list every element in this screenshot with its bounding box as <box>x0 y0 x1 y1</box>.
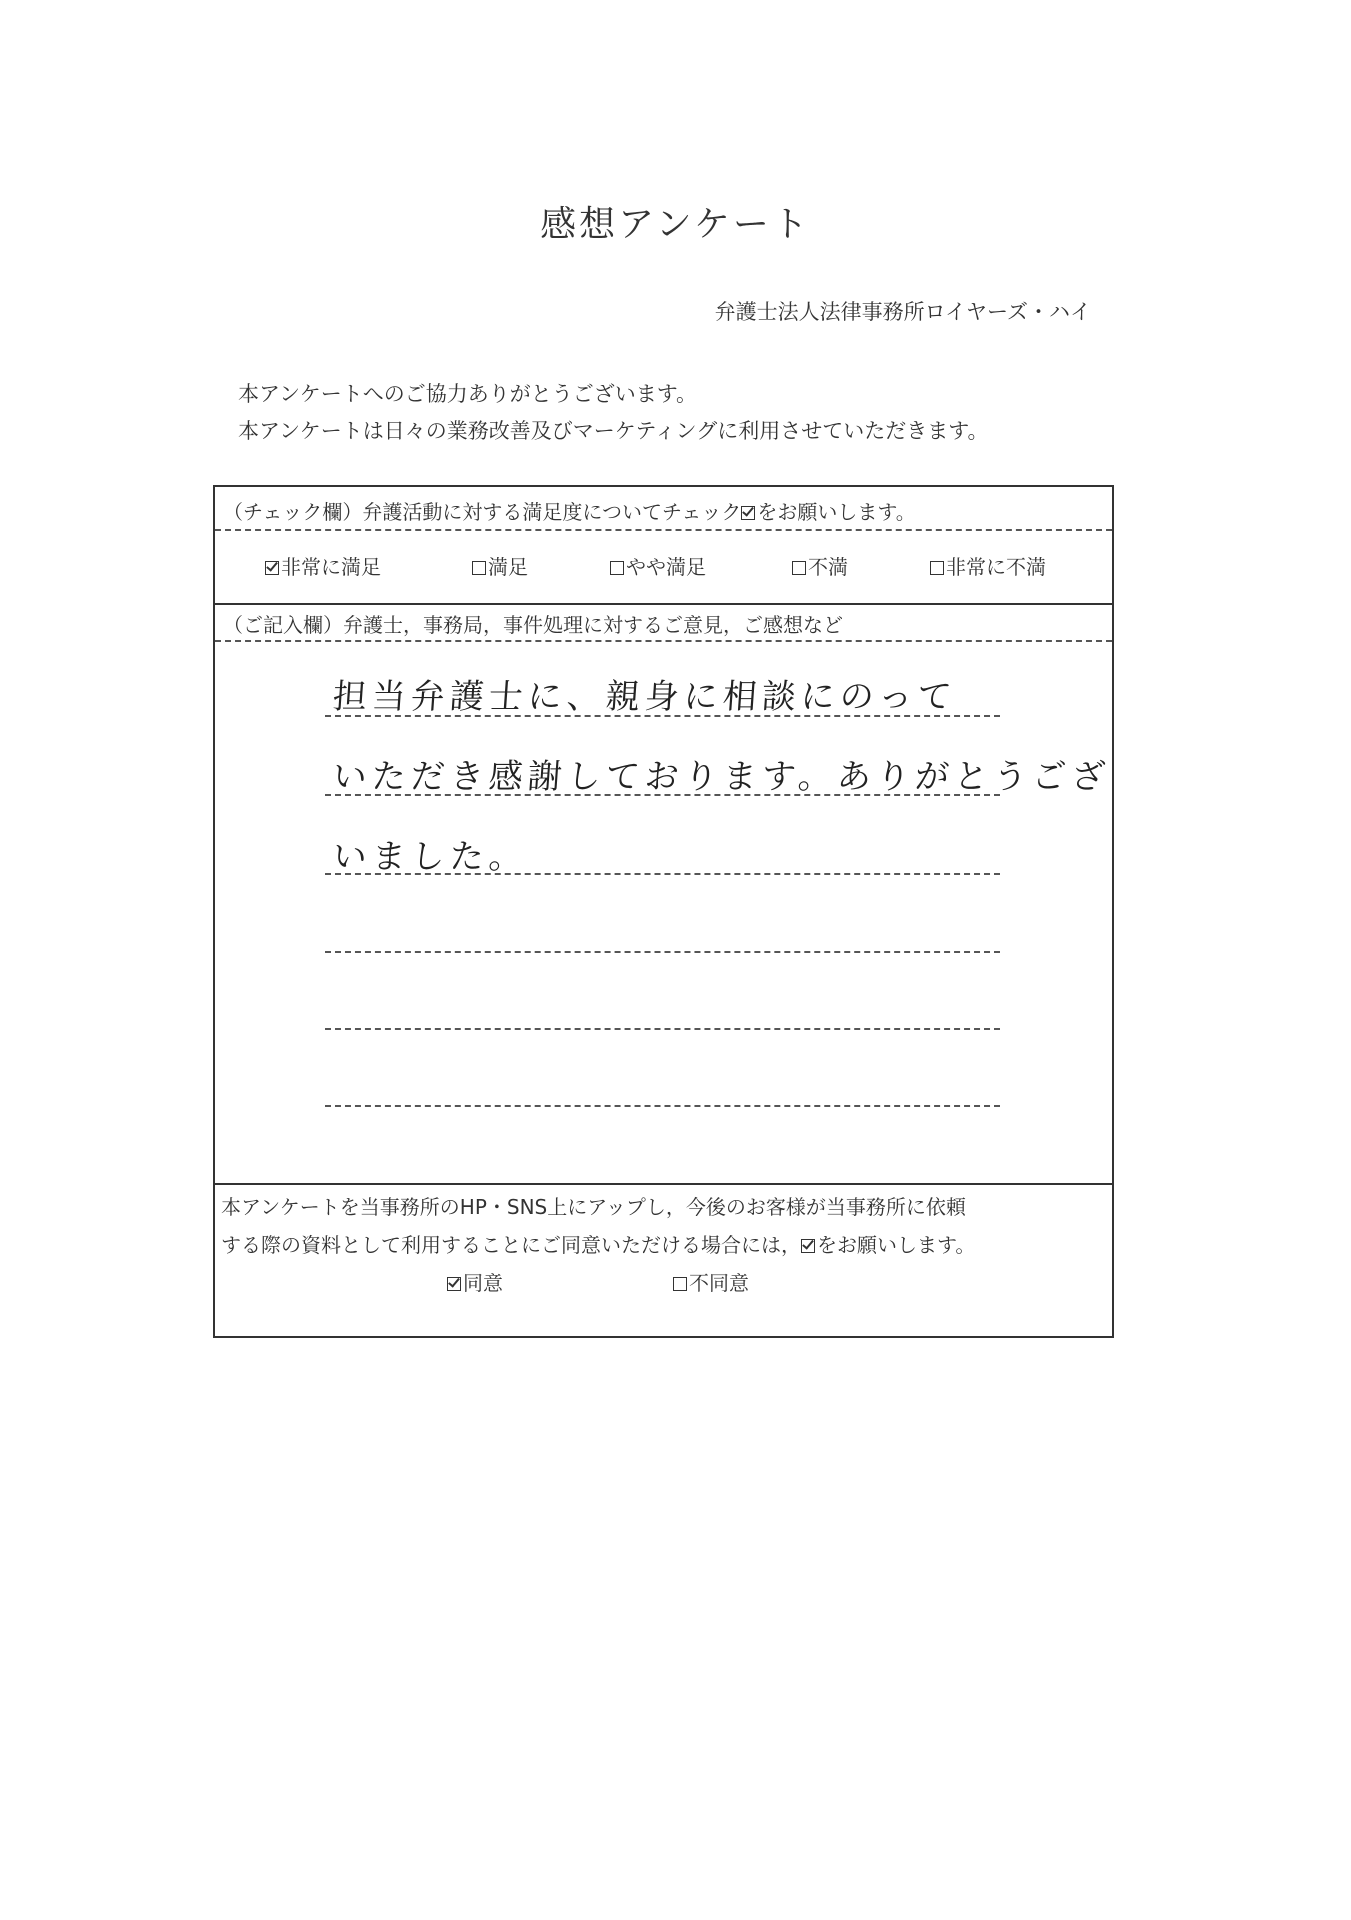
consent-disagree[interactable]: 不同意 <box>673 1267 749 1296</box>
divider <box>215 1183 1112 1185</box>
checkbox-sample-icon <box>741 506 755 520</box>
option-very-dissatisfied[interactable]: 非常に不満 <box>930 551 1046 580</box>
comment-section-label: （ご記入欄）弁護士，事務局，事件処理に対するご意見，ご感想など <box>223 613 843 637</box>
survey-form <box>213 485 1114 1338</box>
divider <box>215 603 1112 605</box>
check-section-label: （チェック欄）弁護活動に対する満足度についてチェック をお願いします。 <box>223 500 916 524</box>
handwritten-line-2: いただき感謝しております。ありがとうござ <box>331 757 1112 797</box>
option-dissatisfied[interactable]: 不満 <box>792 551 848 580</box>
option-somewhat-satisfied[interactable]: やや満足 <box>610 551 706 580</box>
consent-line-1: 本アンケートを当事務所のHP・SNS上にアップし，今後のお客様が当事務所に依頼 <box>221 1195 966 1219</box>
handwritten-line-3: いました。 <box>331 837 530 877</box>
writing-line <box>325 1105 1000 1107</box>
writing-line <box>325 715 1000 717</box>
option-satisfied[interactable]: 満足 <box>472 551 528 580</box>
empty-box-icon[interactable] <box>472 561 486 575</box>
empty-box-icon[interactable] <box>673 1277 687 1291</box>
consent-agree[interactable]: 同意 <box>447 1267 503 1296</box>
empty-box-icon[interactable] <box>792 561 806 575</box>
empty-box-icon[interactable] <box>930 561 944 575</box>
empty-box-icon[interactable] <box>610 561 624 575</box>
writing-line <box>325 951 1000 953</box>
option-very-satisfied[interactable]: 非常に満足 <box>265 551 381 580</box>
intro-line-1: 本アンケートへのご協力ありがとうございます。 <box>238 382 698 406</box>
writing-line <box>325 873 1000 875</box>
checked-box-icon[interactable] <box>447 1277 461 1291</box>
writing-line <box>325 1028 1000 1030</box>
divider <box>215 640 1112 642</box>
intro-line-2: 本アンケートは日々の業務改善及びマーケティングに利用させていただきます。 <box>238 419 989 443</box>
page-title: 感想アンケート <box>540 204 811 245</box>
checked-box-icon[interactable] <box>265 561 279 575</box>
writing-line <box>325 794 1000 796</box>
handwritten-line-1: 担当弁護士に、親身に相談にのって <box>331 677 958 717</box>
consent-line-2: する際の資料として利用することにご同意いただける場合には， をお願いします。 <box>221 1233 976 1257</box>
checkbox-sample-icon <box>801 1239 815 1253</box>
firm-name: 弁護士法人法律事務所ロイヤーズ・ハイ <box>714 300 1091 324</box>
divider <box>215 529 1112 531</box>
